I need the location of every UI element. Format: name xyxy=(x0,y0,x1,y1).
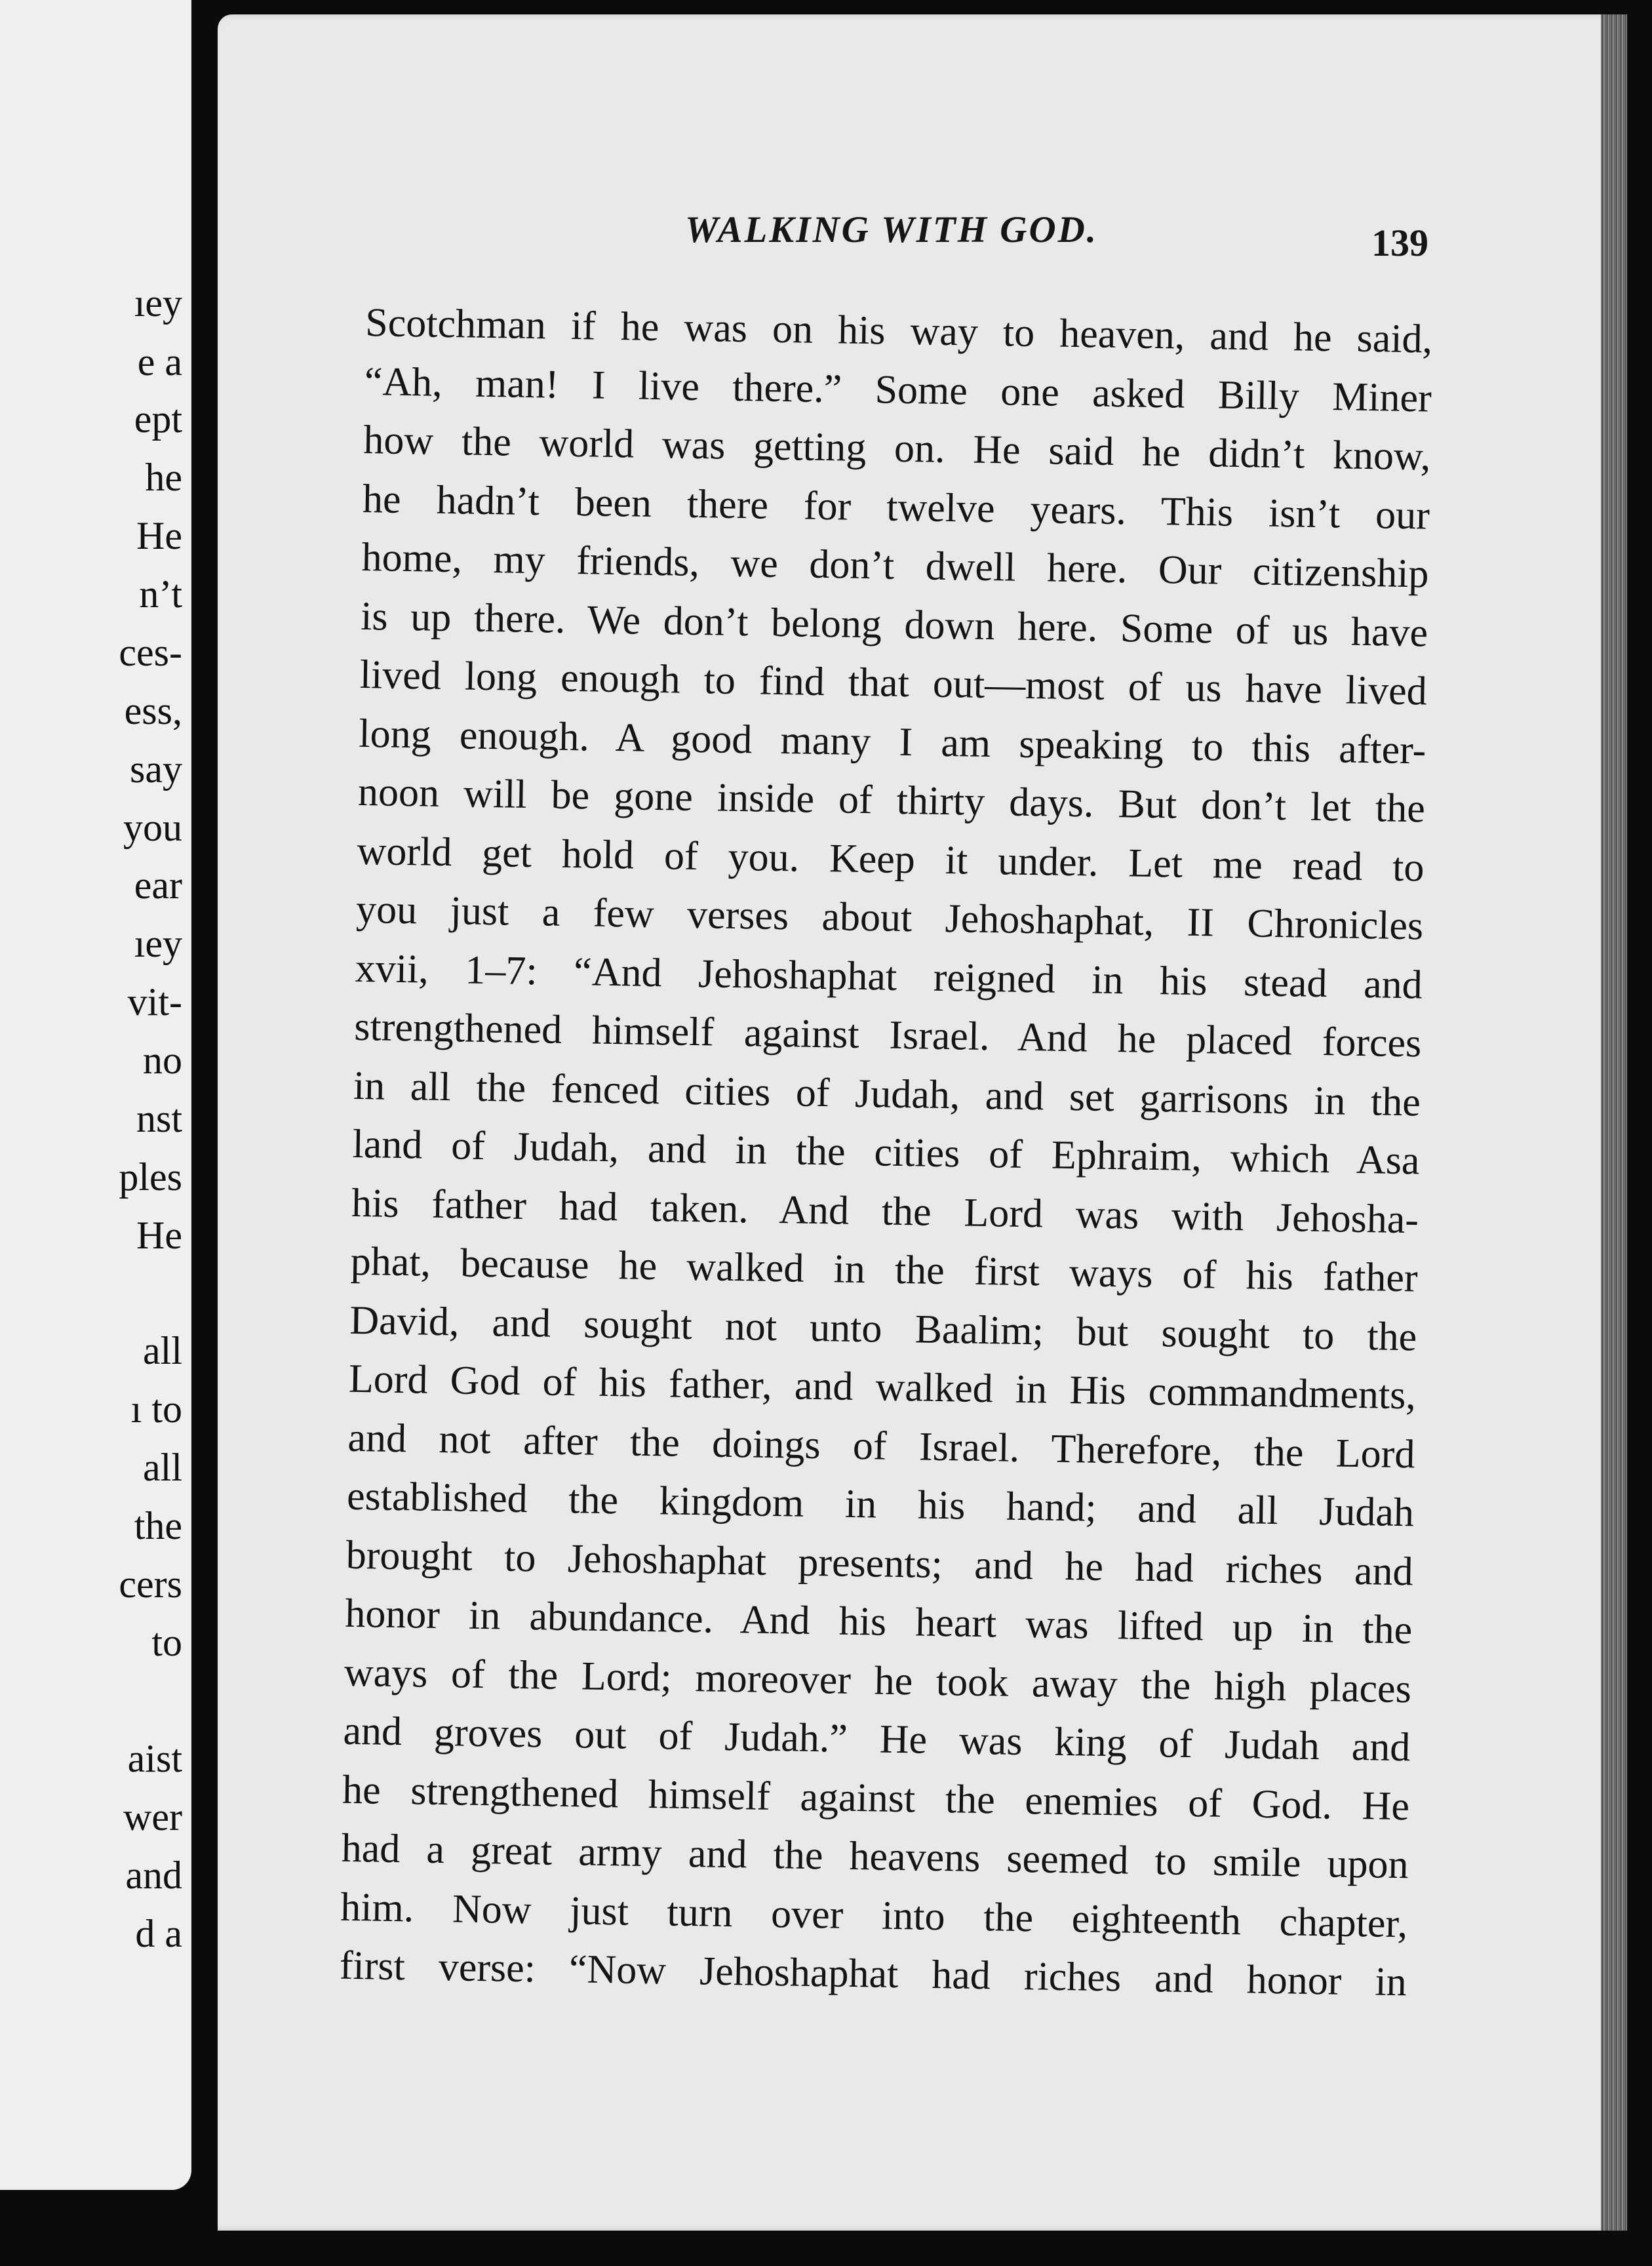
text-line: he hadn’t been there for twelve years. This isn’t our xyxy=(362,476,1430,538)
page-number: 139 xyxy=(1371,222,1428,264)
text-line: land of Judah, and in the cities of Ephraim, which Asa xyxy=(352,1121,1420,1183)
text-line: ways of the Lord; moreover he took away the high places xyxy=(344,1650,1412,1711)
left-page-fragment: cers xyxy=(119,1562,182,1606)
left-page-fragment: aist xyxy=(127,1737,182,1780)
left-page-fragment: the xyxy=(134,1504,182,1547)
body-text xyxy=(339,294,1433,2012)
text-line: his father had taken. And the Lord was with Jehosha- xyxy=(351,1180,1419,1242)
text-line: xvii, 1–7: “And Jehoshaphat reigned in his stead and xyxy=(355,945,1423,1007)
text-line: brought to Jehoshaphat presents; and he had riches and xyxy=(345,1532,1414,1594)
page-edge xyxy=(1601,14,1627,2231)
text-line: long enough. A good many I am speaking to this after- xyxy=(358,711,1426,772)
text-line: and groves out of Judah.” He was king of Judah and xyxy=(343,1708,1411,1770)
left-page-fragment: He xyxy=(136,1214,182,1257)
text-line: home, my friends, we don’t dwell here. Our citizenship xyxy=(361,534,1430,597)
left-page-fragment: ıey xyxy=(134,281,182,325)
left-page-fragment: to xyxy=(151,1621,182,1664)
text-line: and not after the doings of Israel. Therefore, the Lord xyxy=(347,1415,1415,1477)
text-line: is up there. We don’t belong down here. Some of us have xyxy=(360,593,1428,656)
text-line: Lord God of his father, and walked in His commandments, xyxy=(348,1356,1417,1418)
left-page-fragment: and xyxy=(125,1854,182,1897)
left-page-fragment: all xyxy=(143,1446,182,1489)
left-page-fragment: say xyxy=(130,747,182,791)
running-head: WALKING WITH GOD. xyxy=(685,209,1099,250)
left-page-fragment: e a xyxy=(137,340,182,384)
text-line: “Ah, man! I live there.” Some one asked Billy Miner xyxy=(364,359,1432,421)
left-page-fragment: wer xyxy=(123,1795,182,1839)
left-page-fragment: he xyxy=(145,456,182,499)
text-line: first verse: “Now Jehoshaphat had riches and honor in xyxy=(339,1943,1407,2005)
left-page-fragment: ı to xyxy=(130,1387,182,1431)
text-line: lived long enough to find that out—most of us have lived xyxy=(359,652,1428,714)
left-page xyxy=(0,0,191,2190)
text-line: strengthened himself against Israel. And he placed forces xyxy=(353,1004,1422,1066)
left-page-fragment: ear xyxy=(134,864,182,907)
text-line: in all the fenced cities of Judah, and set garrisons in the xyxy=(353,1063,1421,1124)
text-line: honor in abundance. And his heart was lifted up in the xyxy=(344,1591,1413,1653)
left-page-fragment: ıey xyxy=(134,922,182,965)
text-line: you just a few verses about Jehoshaphat, II Chronicles xyxy=(355,886,1424,949)
text-line: David, and sought not unto Baalim; but sought to the xyxy=(349,1298,1417,1359)
text-line: established the kingdom in his hand; and all Judah xyxy=(346,1473,1415,1536)
text-line: had a great army and the heavens seemed to smile upon xyxy=(341,1825,1409,1888)
left-page-fragment: ples xyxy=(119,1155,182,1199)
left-page-fragment: d a xyxy=(135,1912,182,1955)
left-page-fragment: ces- xyxy=(119,631,182,674)
left-page-fragment: ess, xyxy=(124,689,182,732)
left-page-fragment: ept xyxy=(134,397,182,441)
left-page-fragment: vit- xyxy=(127,980,182,1024)
text-line: how the world was getting on. He said he didn’t know, xyxy=(363,417,1431,479)
text-line: Scotchman if he was on his way to heaven, and he said, xyxy=(364,300,1433,362)
text-line: him. Now just turn over into the eighteenth chapter, xyxy=(340,1884,1408,1946)
left-page-fragment: He xyxy=(136,514,182,557)
left-page-fragment: nst xyxy=(136,1097,182,1140)
left-page-fragment: you xyxy=(123,806,182,849)
left-page-fragment: all xyxy=(143,1329,182,1372)
text-line: phat, because he walked in the first ways of his father xyxy=(350,1239,1419,1301)
text-line: he strengthened himself against the enemies of God. He xyxy=(342,1767,1410,1829)
text-line: world get hold of you. Keep it under. Let me read to xyxy=(357,828,1425,890)
left-page-fragment: no xyxy=(143,1039,182,1082)
text-line: noon will be gone inside of thirty days. But don’t let the xyxy=(357,769,1426,831)
left-page-fragment: n’t xyxy=(139,572,182,616)
